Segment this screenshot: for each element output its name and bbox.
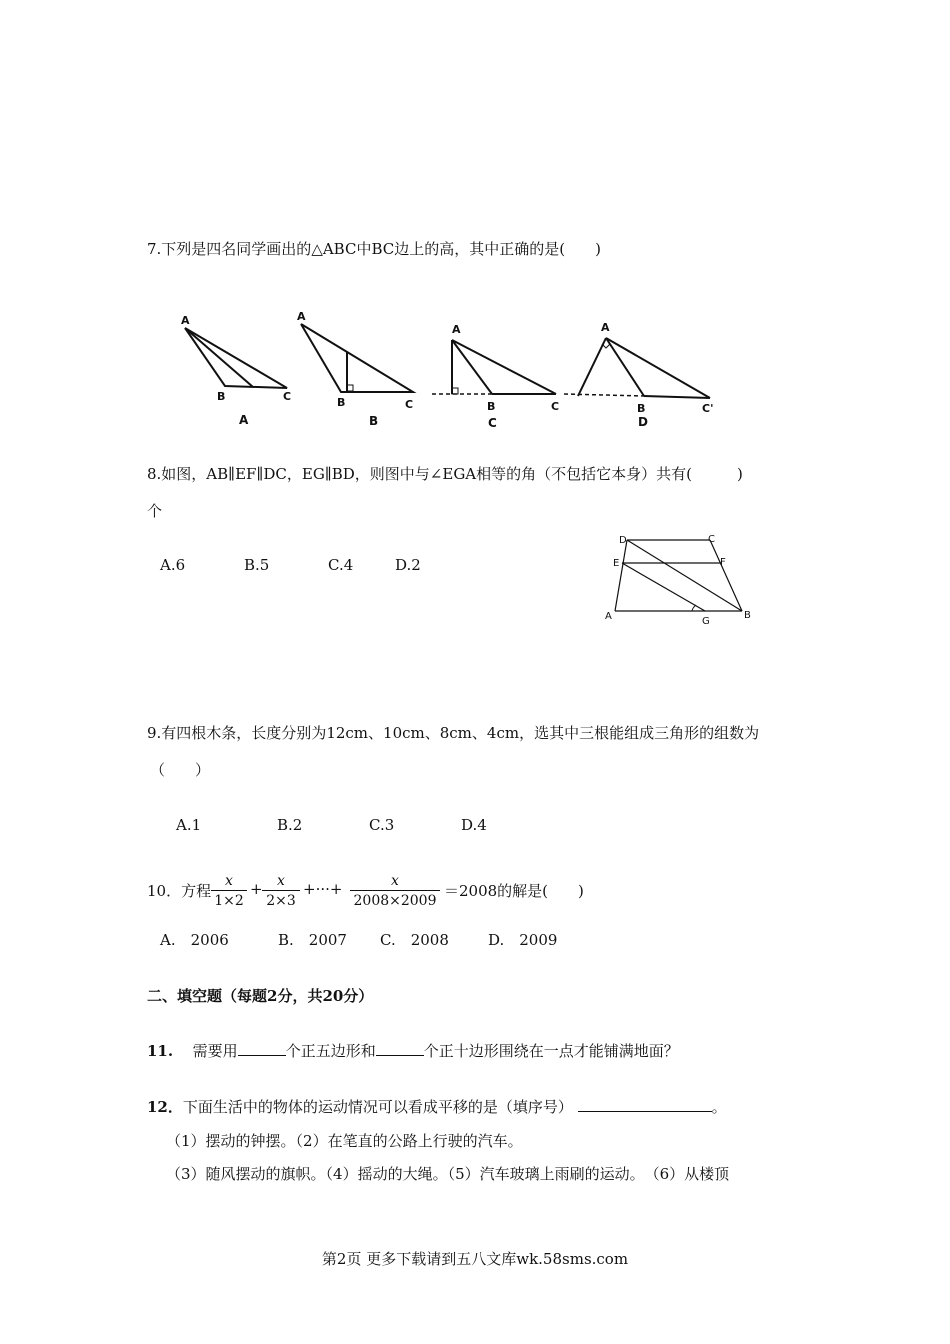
fig-d-label-a: A	[601, 321, 610, 334]
q7-figure-d	[570, 318, 720, 433]
q8-label-g: G	[702, 616, 710, 627]
fig-c-caption: C	[488, 416, 497, 430]
q8-option-b: B.5	[244, 556, 270, 574]
q12	[147, 1096, 727, 1117]
q11-text-2: 个正五边形和	[285, 1042, 376, 1060]
q11	[147, 1040, 679, 1061]
q7-figure-b	[293, 310, 423, 430]
fig-a-label-b: B	[217, 390, 226, 403]
fig-d-label-b: B	[637, 402, 646, 415]
q11-blank-2[interactable]	[376, 1055, 424, 1056]
fig-c-label-c: C	[551, 400, 560, 413]
section-2-title: 二、填空题（每题2分，共20分）	[147, 987, 374, 1005]
q12-line-2: （3）随风摆动的旗帜。（4）摇动的大绳。（5）汽车玻璃上雨刷的运动。 （6）从楼顶	[166, 1165, 730, 1183]
q10-option-d: D. 2009	[488, 931, 558, 949]
q10-fraction-1	[211, 872, 247, 911]
q9-text-cont: （ ）	[150, 761, 211, 779]
fig-a-label-c: C	[283, 390, 292, 403]
q10-frac2-den: 2×3	[262, 890, 300, 911]
q7-figure-c	[430, 320, 570, 435]
page-footer: 第2页 更多下载请到五八文库wk.58sms.com	[321, 1250, 629, 1268]
q11-number: 11.	[147, 1042, 174, 1060]
q11-text-1: 需要用	[192, 1042, 238, 1060]
q10-frac3-den: 2008×2009	[350, 890, 440, 911]
q10-plus-1: +	[250, 880, 263, 898]
q11-text-3: 个正十边形围绕在一点才能铺满地面？	[423, 1042, 679, 1060]
q8-text: 8.如图，AB∥EF∥DC，EG∥BD，则图中与∠EGA相等的角（不包括它本身）共有( )	[147, 465, 743, 483]
fig-d-caption: D	[638, 415, 648, 429]
q10-fraction-3	[350, 872, 440, 911]
q12-text: 下面生活中的物体的运动情况可以看成平移的是（填序号）	[182, 1098, 573, 1116]
q7-figure-a	[175, 312, 305, 432]
q8-label-c: C	[708, 534, 715, 545]
q9-option-a: A.1	[176, 816, 202, 834]
q9-option-c: C.3	[369, 816, 395, 834]
q10-frac3-num: x	[391, 873, 399, 889]
fig-c-label-a: A	[452, 323, 461, 336]
q10-frac1-num: x	[225, 873, 233, 889]
fig-b-label-b: B	[337, 396, 346, 409]
q10-fraction-2	[262, 872, 300, 911]
q8-label-e: E	[613, 558, 620, 569]
q10-option-b: B. 2007	[278, 931, 347, 949]
fig-b-label-a: A	[297, 310, 306, 323]
q12-blank[interactable]	[578, 1111, 712, 1112]
q12-number: 12．	[147, 1098, 183, 1116]
q8-label-d: D	[619, 535, 627, 546]
q12-end: 。	[711, 1098, 727, 1116]
q8-label-a: A	[605, 611, 612, 622]
fig-d-label-c: C'	[702, 402, 714, 415]
q8-option-d: D.2	[395, 556, 421, 574]
q10-dots: +···+	[303, 880, 343, 898]
q7-text: 7.下列是四名同学画出的△ABC中BC边上的高，其中正确的是( )	[147, 240, 601, 258]
fig-c-label-b: B	[487, 400, 496, 413]
q9-option-b: B.2	[277, 816, 303, 834]
q10-suffix: ＝2008的解是( )	[444, 882, 584, 900]
q10-option-a: A. 2006	[160, 931, 229, 949]
q8-label-f: F	[720, 557, 726, 568]
q8-option-c: C.4	[328, 556, 354, 574]
q10-frac1-den: 1×2	[211, 890, 247, 911]
q10-option-c: C. 2008	[380, 931, 449, 949]
q8-option-a: A.6	[160, 556, 186, 574]
q9-option-d: D.4	[461, 816, 487, 834]
q9-text: 9.有四根木条，长度分别为12cm、10cm、8cm、4cm，选其中三根能组成三角形的组数为	[147, 724, 760, 742]
fig-b-caption: B	[369, 414, 379, 428]
fig-a-label-a: A	[181, 314, 190, 327]
q10-frac2-num: x	[277, 873, 285, 889]
q12-line-1: （1）摆动的钟摆。（2）在笔直的公路上行驶的汽车。	[166, 1132, 523, 1150]
q8-figure	[600, 530, 760, 630]
q8-text-cont: 个	[147, 502, 163, 520]
fig-b-label-c: C	[405, 398, 414, 411]
q10-prefix: 10．方程	[147, 882, 212, 900]
fig-a-caption: A	[239, 413, 249, 427]
q8-label-b: B	[744, 610, 751, 621]
q11-blank-1[interactable]	[238, 1055, 286, 1056]
